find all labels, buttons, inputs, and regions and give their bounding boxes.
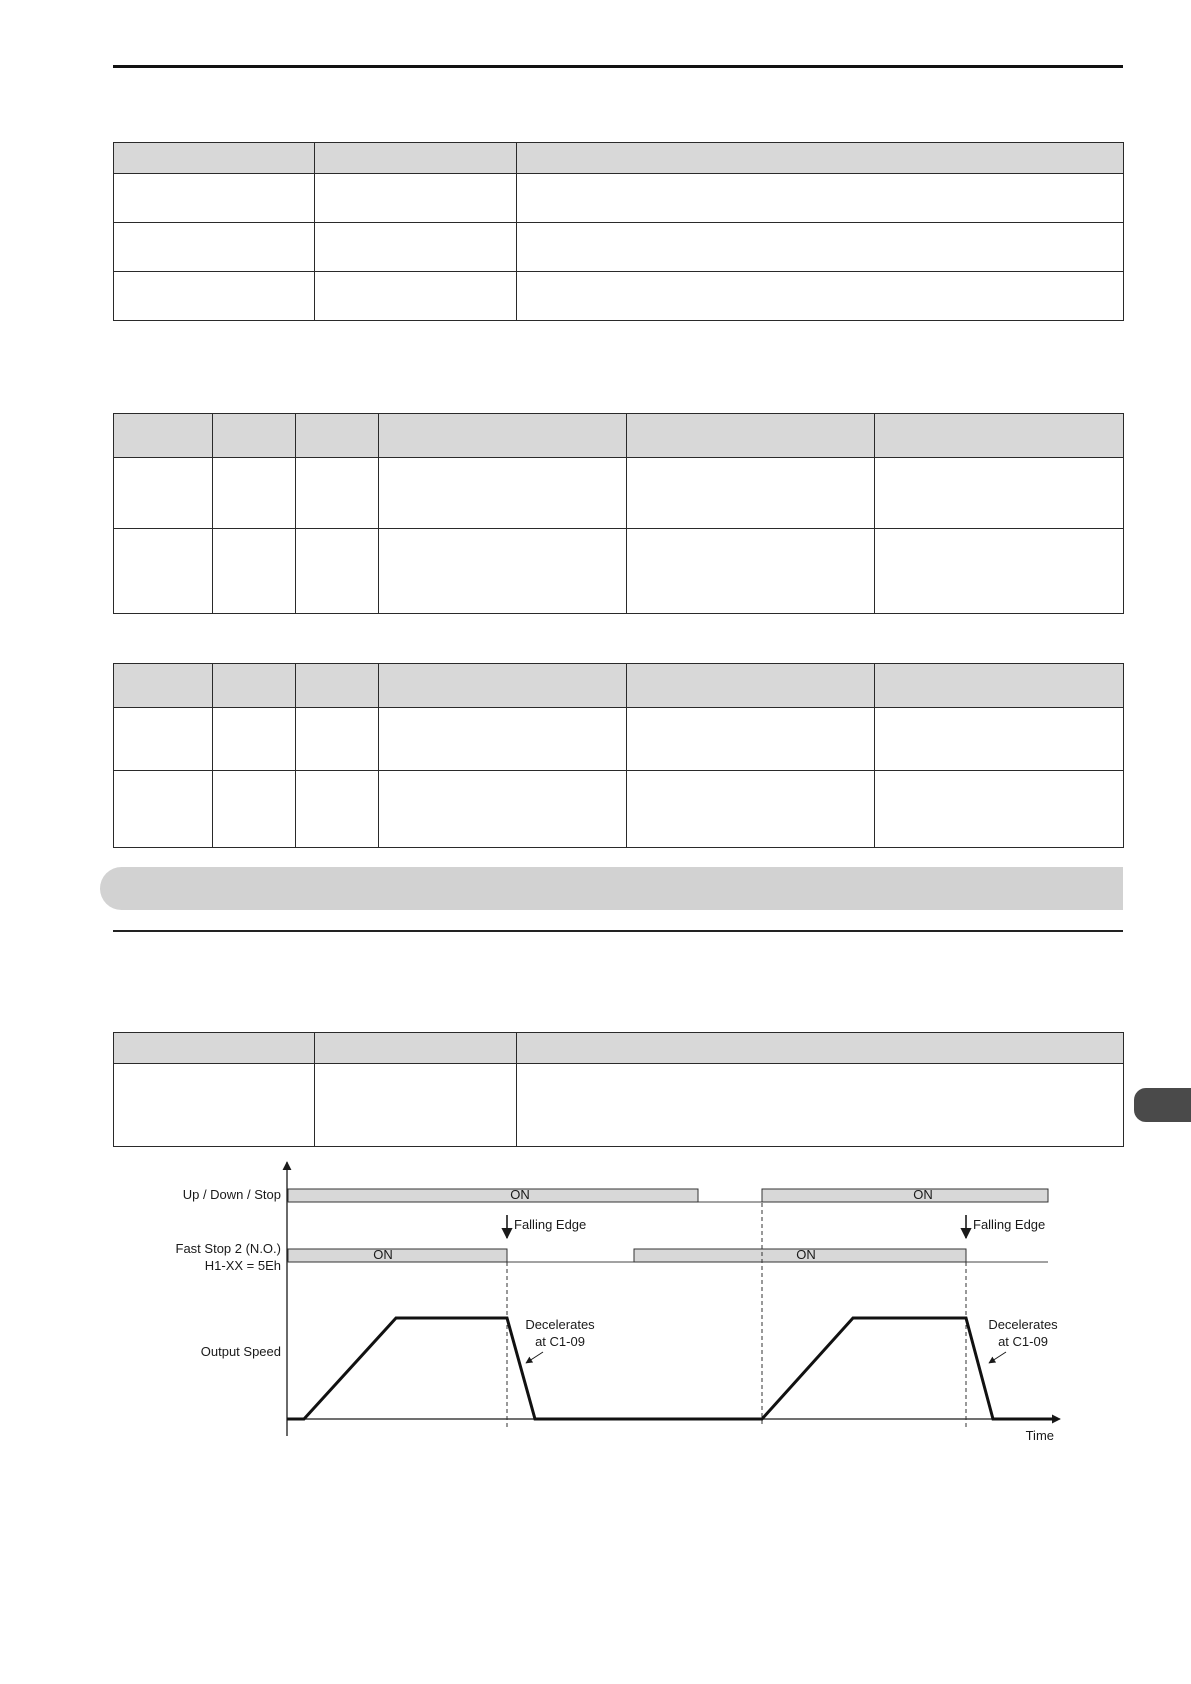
falling-edge-label: Falling Edge — [514, 1217, 587, 1232]
time-axis-label: Time — [1025, 1428, 1054, 1443]
output-speed-trace — [287, 1318, 1058, 1419]
decelerates-label: Decelerates — [988, 1317, 1058, 1332]
output-speed-label: Output Speed — [200, 1344, 281, 1359]
up-down-stop-on-pulse-2 — [762, 1189, 1048, 1202]
fast-stop-parameter-label: H1-XX = 5Eh — [204, 1258, 281, 1273]
up-down-stop-label: Up / Down / Stop — [182, 1187, 281, 1202]
deceleration-parameter-label: at C1-09 — [998, 1334, 1048, 1349]
fast-stop-on-pulse-1 — [288, 1249, 507, 1262]
on-label: ON — [913, 1187, 933, 1202]
falling-edge-label: Falling Edge — [973, 1217, 1046, 1232]
pointer-arrow-icon — [989, 1352, 1006, 1363]
deceleration-parameter-label: at C1-09 — [535, 1334, 585, 1349]
pointer-arrow-icon — [526, 1352, 543, 1363]
on-label: ON — [373, 1247, 393, 1262]
on-label: ON — [796, 1247, 816, 1262]
fast-stop-label: Fast Stop 2 (N.O.) — [175, 1241, 281, 1256]
up-down-stop-on-pulse-1 — [288, 1189, 698, 1202]
on-label: ON — [510, 1187, 530, 1202]
decelerates-label: Decelerates — [525, 1317, 595, 1332]
